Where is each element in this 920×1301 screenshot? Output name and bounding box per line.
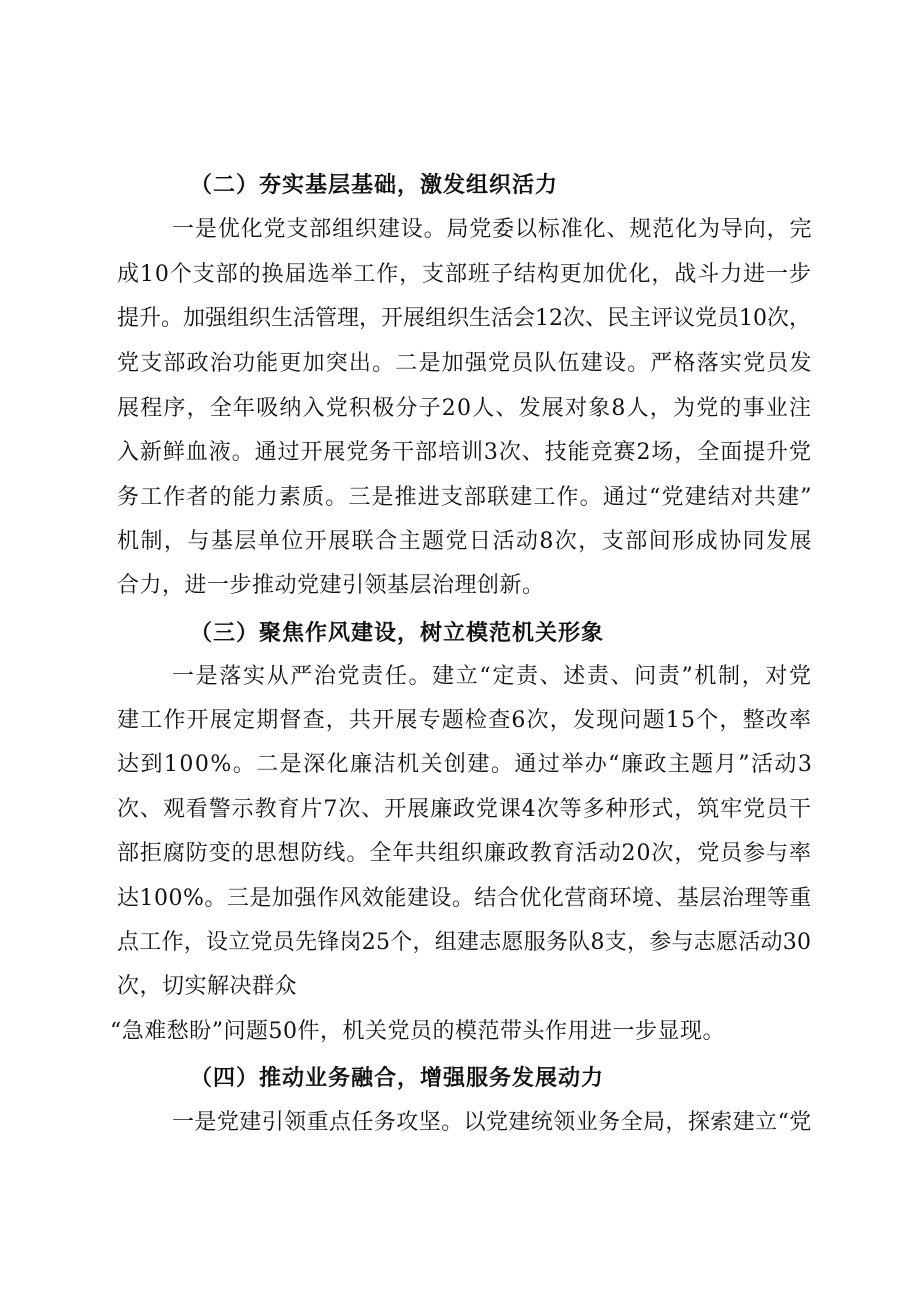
paragraph-line: 一是落实从严治党责任。建立“定责、述责、问责”机制，对党 [172, 664, 813, 689]
paragraph-line: 展程序，全年吸纳入党积极分子20人、发展对象8人，为党的事业注 [117, 396, 813, 421]
paragraph-line: 次，切实解决群众 [117, 974, 298, 999]
paragraph-line: 建工作开展定期督查，共开展专题检查6次，发现问题15个，整改率 [117, 708, 813, 733]
paragraph-line: 合力，进一步推动党建引领基层治理创新。 [117, 573, 545, 598]
paragraph-line: 一是党建引领重点任务攻坚。以党建统领业务全局，探索建立“党 [172, 1110, 812, 1135]
paragraph-line: 入新鲜血液。通过开展党务干部培训3次、技能竞赛2场，全面提升党 [117, 440, 812, 465]
paragraph-line: 达到100%。二是深化廉洁机关创建。通过举办“廉政主题月”活动3 [117, 752, 814, 777]
paragraph-line: 务工作者的能力素质。三是推进支部联建工作。通过“党建结对共建” [117, 485, 813, 510]
paragraph-line: 点工作，设立党员先锋岗25个，组建志愿服务队8支，参与志愿活动30 [117, 930, 812, 955]
paragraph-line: 提升。加强组织生活管理，开展组织生活会12次、民主评议党员10次， [117, 306, 811, 331]
section-heading-4: （四）推动业务融合，增强服务发展动力 [190, 1065, 605, 1091]
paragraph-line: “急难愁盼”问题50件，机关党员的模范带头作用进一步显现。 [110, 1019, 725, 1044]
section-heading-3: （三）聚焦作风建设，树立模范机关形象 [190, 620, 605, 646]
paragraph-line: 党支部政治功能更加突出。二是加强党员队伍建设。严格落实党员发 [117, 351, 813, 376]
paragraph-line: 成10个支部的换届选举工作，支部班子结构更加优化，战斗力进一步 [117, 262, 812, 287]
paragraph-line: 部拒腐防变的思想防线。全年共组织廉政教育活动20次，党员参与率 [117, 841, 812, 866]
paragraph-line: 机制，与基层单位开展联合主题党日活动8次，支部间形成协同发展 [117, 529, 813, 554]
paragraph-line: 次、观看警示教育片7次、开展廉政党课4次等多种形式，筑牢党员干 [117, 797, 812, 822]
paragraph-line: 一是优化党支部组织建设。局党委以标准化、规范化为导向，完 [172, 217, 813, 242]
paragraph-line: 达100%。三是加强作风效能建设。结合优化营商环境、基层治理等重 [117, 886, 812, 911]
section-heading-2: （二）夯实基层基础，激发组织活力 [190, 172, 559, 198]
